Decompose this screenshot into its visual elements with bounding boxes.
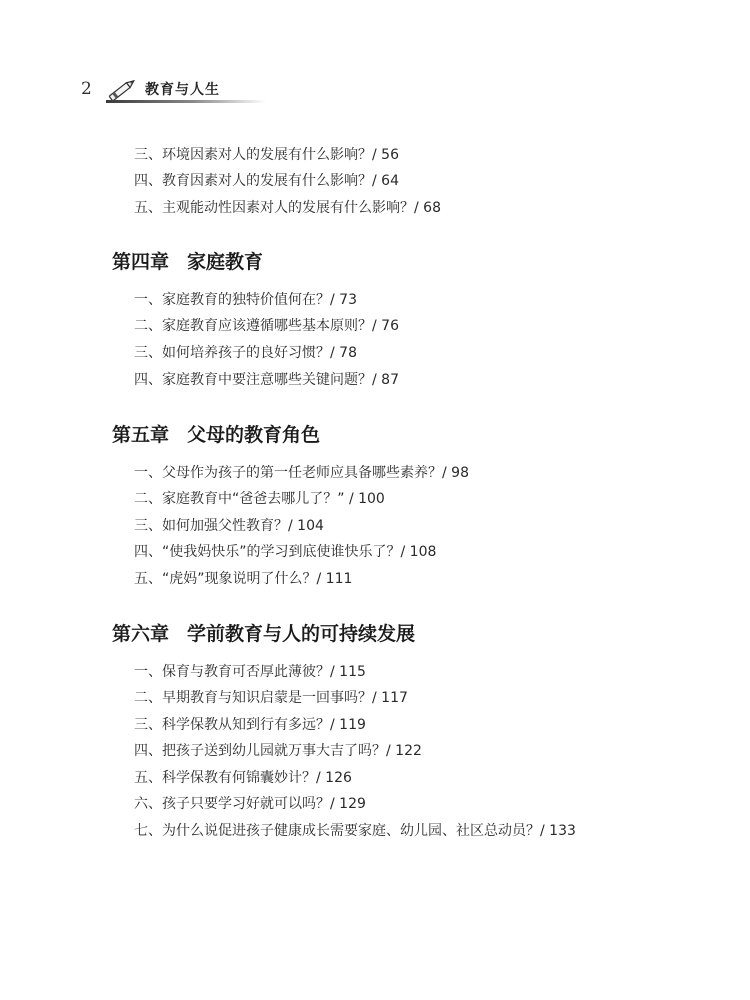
chapter-number: 第四章 bbox=[112, 251, 170, 273]
toc-entry[interactable]: 四、家庭教育中要注意哪些关键问题？/ 87 bbox=[134, 372, 399, 388]
chapter-title: 家庭教育 bbox=[187, 251, 264, 273]
toc-entry[interactable]: 四、把孩子送到幼儿园就万事大吉了吗？/ 122 bbox=[134, 743, 422, 759]
chapter-number: 第五章 bbox=[112, 424, 170, 446]
toc-entry[interactable]: 三、环境因素对人的发展有什么影响？/ 56 bbox=[134, 147, 399, 163]
toc-entry[interactable]: 四、教育因素对人的发展有什么影响？/ 64 bbox=[134, 173, 399, 189]
toc-entry[interactable]: 七、为什么说促进孩子健康成长需要家庭、幼儿园、社区总动员？/ 133 bbox=[134, 823, 576, 839]
toc-entry[interactable]: 五、主观能动性因素对人的发展有什么影响？/ 68 bbox=[134, 200, 441, 216]
chapter-heading-4 bbox=[112, 248, 263, 276]
toc-entry[interactable]: 二、家庭教育应该遵循哪些基本原则？/ 76 bbox=[134, 318, 399, 334]
chapter-heading-5 bbox=[112, 421, 320, 449]
toc-entry[interactable]: 五、科学保教有何锦囊妙计？/ 126 bbox=[134, 770, 352, 786]
book-title: 教育与人生 bbox=[145, 82, 220, 98]
toc-entry[interactable]: 三、科学保教从知到行有多远？/ 119 bbox=[134, 717, 366, 733]
toc-entry[interactable]: 一、家庭教育的独特价值何在？/ 73 bbox=[134, 292, 357, 308]
chapter-title: 学前教育与人的可持续发展 bbox=[187, 623, 416, 645]
toc-entry[interactable]: 一、父母作为孩子的第一任老师应具备哪些素养？/ 98 bbox=[134, 465, 469, 481]
toc-entry[interactable]: 三、如何培养孩子的良好习惯？/ 78 bbox=[134, 345, 357, 361]
toc-entry[interactable]: 二、家庭教育中“爸爸去哪儿了？” / 100 bbox=[134, 491, 385, 507]
toc-entry[interactable]: 四、“使我妈快乐”的学习到底使谁快乐了？/ 108 bbox=[134, 544, 437, 560]
header-divider bbox=[106, 100, 266, 103]
chapter-heading-6 bbox=[112, 620, 415, 648]
toc-entry[interactable]: 六、孩子只要学习好就可以吗？/ 129 bbox=[134, 796, 366, 812]
chapter-number: 第六章 bbox=[112, 623, 170, 645]
chapter-title: 父母的教育角色 bbox=[187, 424, 321, 446]
toc-entry[interactable]: 三、如何加强父性教育？/ 104 bbox=[134, 518, 324, 534]
toc-entry[interactable]: 一、保育与教育可否厚此薄彼？/ 115 bbox=[134, 664, 366, 680]
page-number: 2 bbox=[81, 79, 92, 99]
toc-entry[interactable]: 五、“虎妈”现象说明了什么？/ 111 bbox=[134, 571, 353, 587]
toc-entry[interactable]: 二、早期教育与知识启蒙是一回事吗？/ 117 bbox=[134, 690, 408, 706]
page-header bbox=[0, 0, 750, 110]
